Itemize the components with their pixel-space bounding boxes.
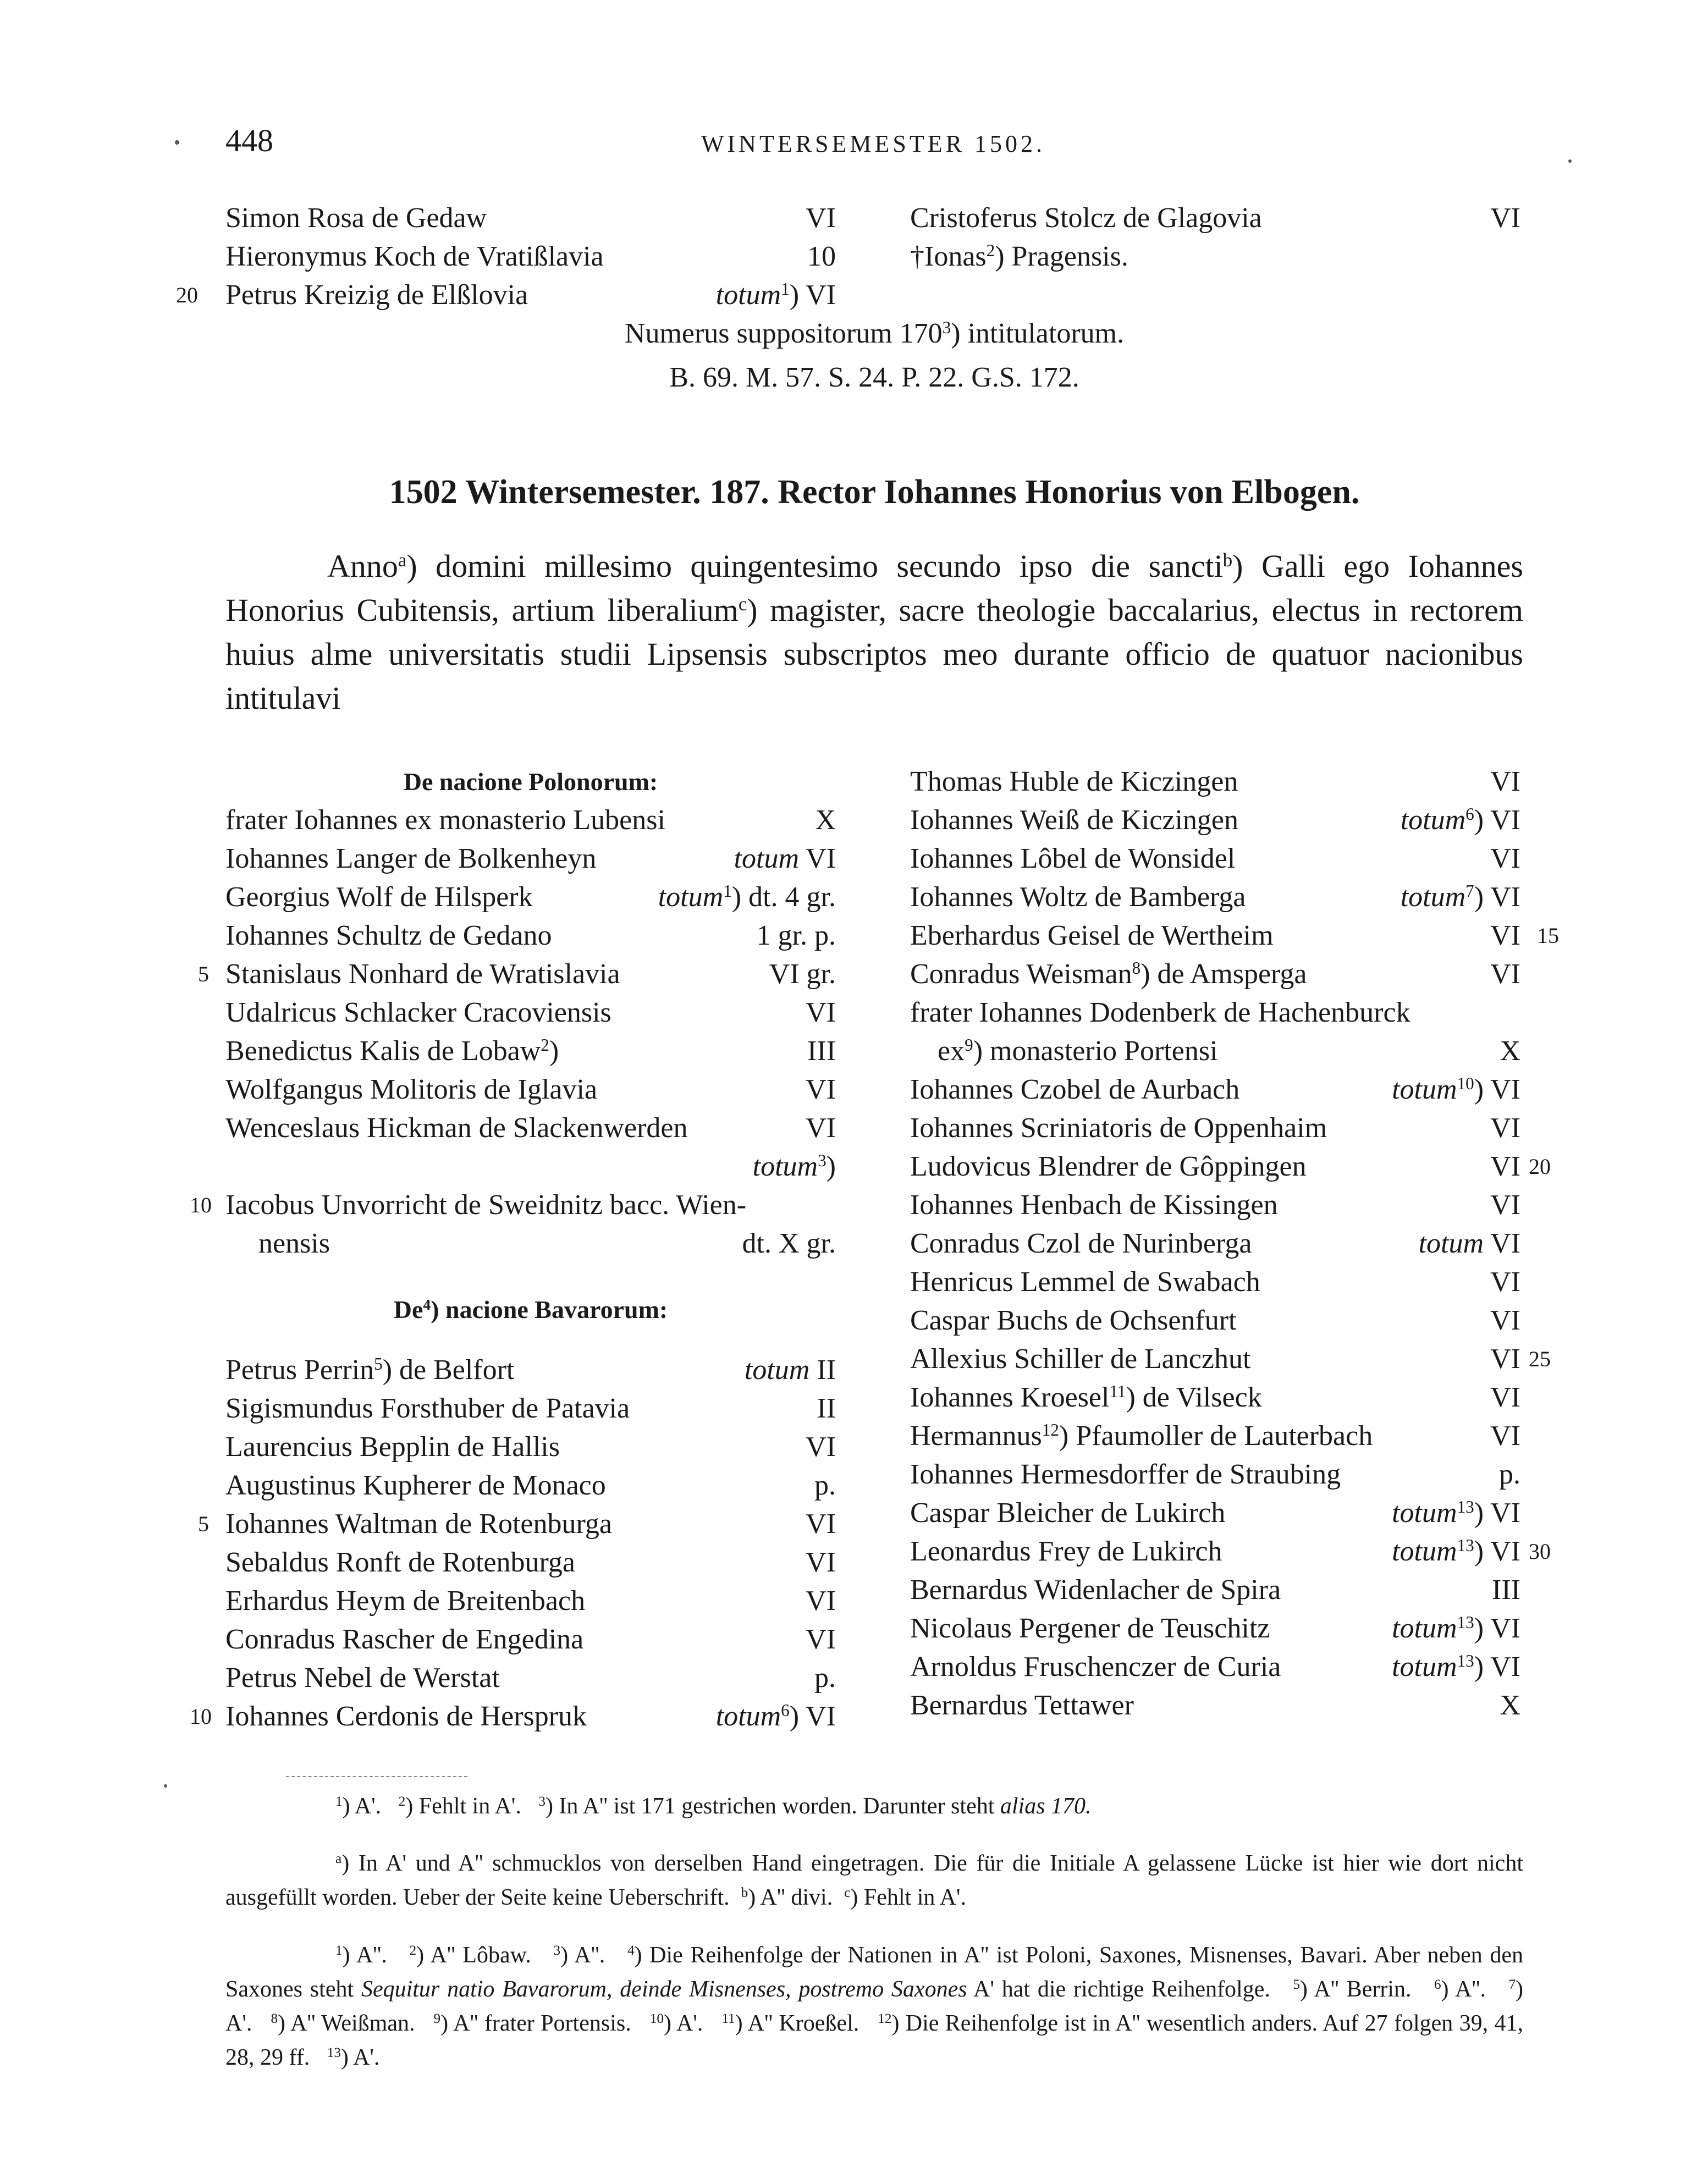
entry-row: [225, 1466, 836, 1505]
entry-row: [910, 1148, 1520, 1186]
entry-value: VI: [1490, 1420, 1520, 1452]
entry-name: Wolfgangus Molitoris de Iglavia: [225, 1074, 598, 1105]
entry-value: totum$^{13}$) VI: [1392, 1651, 1520, 1683]
entry-name: $ex^9$) monasterio Portensi: [938, 1035, 1218, 1067]
entry-row: [225, 238, 836, 276]
entry-row: [910, 878, 1520, 917]
entry-value: VI: [806, 1431, 836, 1463]
intro-paragraph: Anno$^a$) domini millesimo quingentesimo secundo ipso die sancti$^b$) Galli ego Iohannes Honorius Cubitensis, artium liberalium$^c$) magister, sacre theologie baccalarius, electus in rectorem huius alme universitatis studii Lipsensis subscriptos meo durante officio de quatuor nacionibus intitulavi: [225, 548, 1524, 716]
entry-row: [910, 955, 1520, 994]
entry-row: [910, 1263, 1520, 1301]
entry-row: [910, 763, 1520, 801]
entry-name: Petrus Nebel de Werstat: [225, 1662, 500, 1694]
entry-row-continuation: [910, 1032, 1520, 1071]
totals-line: B. 69. M. 57. S. 24. P. 22. G.S. 172.: [669, 362, 1079, 393]
entry-row: [910, 1301, 1520, 1340]
entry-name: Petrus Perrin$^5$) de Belfort: [225, 1354, 515, 1386]
entry-value: VI: [1490, 1382, 1520, 1413]
entry-value: VI: [1490, 1112, 1520, 1144]
entry-value: VI: [806, 1508, 836, 1540]
entry-row: [910, 1609, 1520, 1648]
entry-row: [225, 1697, 836, 1736]
line-number: 20: [176, 283, 198, 307]
entry-row: [910, 238, 1520, 276]
entry-row: [910, 1686, 1520, 1725]
entry-row: [225, 1620, 836, 1659]
scan-speck: [164, 1784, 167, 1788]
entry-row: [225, 1543, 836, 1582]
entry-value: III: [1492, 1574, 1520, 1606]
section-heading-bavarorum: De$^4$) nacione Bavarorum:: [393, 1295, 668, 1323]
entry-value: totum$^6$) VI: [715, 1700, 836, 1732]
entry-name: Bernardus Tettawer: [910, 1690, 1134, 1721]
line-number: 10: [190, 1193, 212, 1217]
entry-value: 1 gr. p.: [756, 920, 836, 951]
entry-value: totum VI: [1418, 1228, 1520, 1259]
entry-name: Iohannes Langer de Bolkenheyn: [225, 843, 597, 874]
entry-value: p.: [814, 1662, 836, 1694]
section-heading-polonorum: De nacione Polonorum:: [403, 768, 658, 796]
entry-row: [225, 994, 836, 1032]
entry-name: Conradus Weisman$^8$) de Amsperga: [910, 958, 1307, 990]
line-number: 20: [1529, 1154, 1551, 1179]
entry-name: Caspar Buchs de Ochsenfurt: [910, 1305, 1237, 1336]
entry-row: [910, 917, 1520, 955]
entry-name: Udalricus Schlacker Cracoviensis: [225, 997, 611, 1028]
entry-row: [225, 1109, 836, 1148]
footnote-divider: [286, 1776, 467, 1777]
entry-name: Iohannes Waltman de Rotenburga: [225, 1508, 612, 1540]
entry-value: p.: [814, 1470, 836, 1501]
entry-row: [225, 276, 836, 315]
entry-value: X: [1500, 1690, 1520, 1721]
entry-name: Iohannes Czobel de Aurbach: [910, 1074, 1240, 1105]
entry-row: [910, 1186, 1520, 1225]
entry-name: Georgius Wolf de Hilsperk: [225, 881, 533, 913]
entry-row: [225, 1659, 836, 1697]
entry-value: VI: [1490, 1266, 1520, 1298]
entry-value: X: [1500, 1035, 1520, 1067]
entry-name: Augustinus Kupherer de Monaco: [225, 1470, 606, 1501]
scan-speck: [1568, 159, 1572, 163]
entry-row-continuation: [225, 1225, 836, 1263]
running-title: WINTERSEMESTER 1502.: [701, 130, 1045, 157]
entry-value: totum$^6$) VI: [1400, 804, 1520, 836]
entry-name: Conradus Czol de Nurinberga: [910, 1228, 1252, 1259]
entry-row: [225, 1071, 836, 1109]
entry-row: [225, 801, 836, 840]
entry-name: Iohannes Woltz de Bamberga: [910, 881, 1246, 913]
entry-row: [225, 1389, 836, 1428]
scan-speck: [175, 140, 179, 145]
entry-row: [910, 1532, 1520, 1571]
entry-name: Bernardus Widenlacher de Spira: [910, 1574, 1281, 1606]
entry-name: frater Iohannes ex monasterio Lubensi: [225, 804, 665, 836]
entry-name: Conradus Rascher de Engedina: [225, 1624, 584, 1655]
entry-row: [225, 917, 836, 955]
entry-value: VI: [1490, 920, 1520, 951]
line-number: 5: [198, 962, 209, 986]
entry-value: totum$^1$) VI: [715, 279, 836, 311]
entry-name: Iohannes Scriniatoris de Oppenhaim: [910, 1112, 1327, 1144]
entry-name: Iohannes Schultz de Gedano: [225, 920, 552, 951]
entry-row: [225, 1428, 836, 1466]
entry-name: Nicolaus Pergener de Teuschitz: [910, 1613, 1270, 1644]
entry-value: VI: [1490, 766, 1520, 797]
entry-name: Ludovicus Blendrer de Gôppingen: [910, 1151, 1307, 1182]
entry-name: Erhardus Heym de Breitenbach: [225, 1585, 586, 1617]
entry-value: VI: [806, 202, 836, 234]
line-number: 30: [1529, 1539, 1551, 1564]
entry-value: VI: [1490, 1151, 1520, 1182]
entry-name: Henricus Lemmel de Swabach: [910, 1266, 1260, 1298]
entry-name: Simon Rosa de Gedaw: [225, 202, 487, 234]
entry-name: Iohannes Lôbel de Wonsidel: [910, 843, 1236, 874]
entry-row: [910, 1648, 1520, 1686]
page-number: 448: [225, 123, 273, 158]
entry-row: [225, 1582, 836, 1620]
entry-name: Hermannus$^{12}$) Pfaumoller de Lauterbach: [910, 1420, 1373, 1452]
footnotes-block-2: $^a$) In A' und A'' schmucklos von derselben Hand eingetragen. Die für die Initiale A gelassene Lücke ist hier wie dort nicht ausgefüllt worden. Ueber der Seite keine Ueberschrift. $^b$) A'' divi. $^c$) Fehlt in A'.: [225, 1851, 1523, 1910]
entry-row: [225, 1351, 836, 1389]
entry-name: Benedictus Kalis de Lobaw$^2$): [225, 1035, 559, 1067]
line-number: 15: [1537, 923, 1559, 948]
entry-value: VI: [1490, 1343, 1520, 1375]
footnotes-block-1: $^1$) A'. $^2$) Fehlt in A'. $^3$) In A'' ist 171 gestrichen worden. Darunter steht alias 170.: [335, 1794, 1092, 1819]
entry-value: VI gr.: [769, 958, 836, 990]
entry-value: 10: [807, 241, 836, 272]
entry-row: [225, 199, 836, 238]
entry-value: VI: [806, 1585, 836, 1617]
entry-name: frater Iohannes Dodenberk de Hachenburck: [910, 997, 1411, 1028]
footnotes-block-3: $^1$) A''. $^2$) A'' Lôbaw. $^3$) A''. $^4$) Die Reihenfolge der Nationen in A'' ist Poloni, Saxones, Misnenses, Bavari. Aber neben den Saxones steht Sequitur natio Bavarorum, deinde Misnenses, postremo Saxones A' hat die richtige Reihenfolge. $^5$) A'' Berrin. $^6$) A''. $^7$) A'. $^8$) A'' Weißman. $^9$) A'' frater Portensis. $^{10}$) A'. $^{11}$) A'' Kroeßel. $^{12}$) Die Reihenfolge ist in A'' wesentlich anders. Auf 27 folgen 39, 41, 28, 29 ff. $^{13}$) A'.: [225, 1943, 1524, 2070]
entry-row: [910, 1071, 1520, 1109]
entry-value: totum II: [744, 1354, 836, 1386]
entry-name: Iohannes Kroesel$^{11}$) de Vilseck: [910, 1381, 1262, 1413]
entry-row: [910, 1225, 1520, 1263]
entry-row: [225, 955, 836, 994]
entry-name: Sebaldus Ronft de Rotenburga: [225, 1547, 575, 1578]
entry-value: VI: [806, 1624, 836, 1655]
entry-value: X: [815, 804, 836, 836]
entry-row: [225, 1186, 836, 1225]
entry-value: totum$^{10}$) VI: [1392, 1073, 1520, 1105]
entry-name: Cristoferus Stolcz de Glagovia: [910, 202, 1262, 234]
entry-row: [225, 878, 836, 917]
entry-value: totum$^3$): [752, 1150, 836, 1182]
entry-value: VI: [1490, 958, 1520, 990]
entry-row: [225, 1505, 836, 1543]
line-number: 25: [1529, 1347, 1551, 1371]
entry-value: VI: [806, 1547, 836, 1578]
entry-value: VI: [806, 1074, 836, 1105]
entry-name: Allexius Schiller de Lanczhut: [910, 1343, 1251, 1375]
entry-value: totum$^{13}$) VI: [1392, 1535, 1520, 1567]
entry-name: Caspar Bleicher de Lukirch: [910, 1497, 1226, 1529]
entry-value: VI: [806, 997, 836, 1028]
entry-value: totum$^{13}$) VI: [1392, 1497, 1520, 1529]
entry-name: Iohannes Hermesdorffer de Straubing: [910, 1459, 1341, 1490]
entry-name: Wenceslaus Hickman de Slackenwerden: [225, 1112, 688, 1144]
entry-name: Leonardus Frey de Lukirch: [910, 1536, 1222, 1567]
entry-row: [225, 1032, 836, 1071]
entry-name: Eberhardus Geisel de Wertheim: [910, 920, 1274, 951]
entry-value: VI: [1490, 843, 1520, 874]
entry-name: Iohannes Weiß de Kiczingen: [910, 804, 1238, 836]
entry-name: †Ionas$^2$) Pragensis.: [910, 240, 1128, 272]
entry-row: [910, 1109, 1520, 1148]
entry-row: [910, 994, 1520, 1032]
entry-row: [910, 1417, 1520, 1455]
entry-row: [910, 1571, 1520, 1609]
line-number: 5: [198, 1512, 209, 1536]
numerus-line: Numerus suppositorum $170^3$) intitulatorum.: [624, 317, 1125, 349]
entry-name: nensis: [258, 1228, 330, 1259]
line-number: 10: [190, 1704, 212, 1729]
rector-heading: 1502 Wintersemester. 187. Rector Iohannes Honorius von Elbogen.: [389, 473, 1360, 511]
entry-value: totum$^{13}$) VI: [1392, 1612, 1520, 1644]
entry-value: III: [807, 1035, 836, 1067]
entry-value: VI: [806, 1112, 836, 1144]
entry-row: [910, 1378, 1520, 1417]
entry-row: [910, 840, 1520, 878]
entry-row: [225, 840, 836, 878]
entry-row: [910, 199, 1520, 238]
entry-name: Thomas Huble de Kiczingen: [910, 766, 1238, 797]
entry-name: Petrus Kreizig de Elßlovia: [225, 279, 528, 311]
entry-name: Stanislaus Nonhard de Wratislavia: [225, 958, 620, 990]
entry-value: dt. X gr.: [742, 1228, 836, 1259]
entry-name: Iacobus Unvorricht de Sweidnitz bacc. Wien-: [225, 1189, 747, 1221]
entry-name: Sigismundus Forsthuber de Patavia: [225, 1393, 630, 1424]
entry-value: totum$^7$) VI: [1400, 881, 1520, 913]
entry-name: Laurencius Bepplin de Hallis: [225, 1431, 560, 1463]
entry-value: p.: [1499, 1459, 1520, 1490]
entry-name: Arnoldus Fruschenczer de Curia: [910, 1651, 1281, 1683]
entry-value: II: [817, 1393, 836, 1424]
entry-value: VI: [1490, 202, 1520, 234]
entry-row-continuation: [225, 1148, 836, 1186]
entry-name: Hieronymus Koch de Vratißlavia: [225, 241, 604, 272]
entry-name: Iohannes Henbach de Kissingen: [910, 1189, 1278, 1221]
entry-value: totum$^1$) dt. 4 gr.: [658, 881, 836, 913]
entry-value: VI: [1490, 1305, 1520, 1336]
entry-row: [910, 1340, 1520, 1378]
entry-value: totum VI: [734, 843, 836, 874]
entry-value: VI: [1490, 1189, 1520, 1221]
entry-row: [910, 801, 1520, 840]
entry-name: Iohannes Cerdonis de Herspruk: [225, 1701, 587, 1732]
entry-row: [910, 1494, 1520, 1532]
entry-row: [910, 1455, 1520, 1494]
